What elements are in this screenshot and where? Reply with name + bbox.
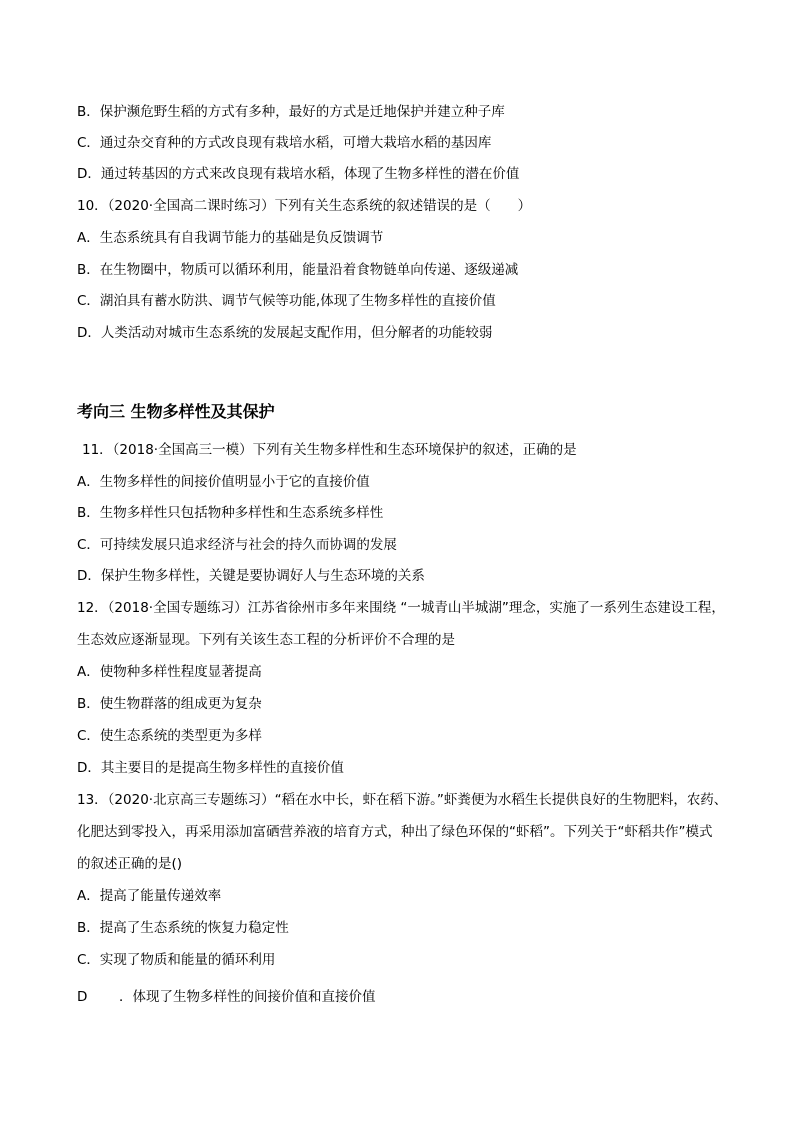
q12-stem-line-1: 12．（2018·全国专题练习）江苏省徐州市多年来围绕 “一城青山半城湖”理念，实施了一系列生态建设工程， — [77, 600, 725, 616]
q10-option-b: B．在生物圈中，物质可以循环利用，能量沿着食物链单向传递、逐级递减 — [77, 262, 519, 278]
q13-stem-line-3: 的叙述正确的是() — [77, 856, 183, 872]
q12-option-b: B．使生物群落的组成更为复杂 — [77, 696, 262, 712]
q13-option-d — [77, 987, 376, 1007]
q12-option-d: D．其主要目的是提高生物多样性的直接价值 — [77, 760, 344, 776]
q13-stem-line-1: 13．（2020·北京高三专题练习）“稻在水中长，虾在稻下游。”虾粪便为水稻生长提供良好的生物肥料，农药、 — [77, 792, 728, 808]
q11-option-d: D．保护生物多样性，关键是要协调好人与生态环境的关系 — [77, 568, 425, 584]
q10-stem: 10．（2020·全国高二课时练习）下列有关生态系统的叙述错误的是（ ） — [77, 198, 532, 214]
section-title: 考向三 生物多样性及其保护 — [77, 402, 275, 421]
q9-option-d: D．通过转基因的方式来改良现有栽培水稻，体现了生物多样性的潜在价值 — [77, 166, 520, 182]
q13-option-c: C．实现了物质和能量的循环利用 — [77, 952, 276, 968]
q12-option-a: A．使物种多样性程度显著提高 — [77, 664, 262, 680]
q9-option-b: B．保护濒危野生稻的方式有多种，最好的方式是迁地保护并建立种子库 — [77, 104, 505, 120]
q9-option-c: C．通过杂交育种的方式改良现有栽培水稻，可增大栽培水稻的基因库 — [77, 135, 492, 151]
q11-option-a: A．生物多样性的间接价值明显小于它的直接价值 — [77, 474, 370, 490]
q12-option-c: C．使生态系统的类型更为多样 — [77, 728, 262, 744]
q13-stem-line-2: 化肥达到零投入，再采用添加富硒营养液的培育方式，种出了绿色环保的“虾稻”。下列关于“虾稻共作”模式 — [77, 824, 713, 840]
q13-option-d-text: ．体现了生物多样性的间接价值和直接价值 — [119, 989, 376, 1005]
q10-option-c: C．湖泊具有蓄水防洪、调节气候等功能,体现了生物多样性的直接价值 — [77, 293, 496, 309]
q11-option-c: C．可持续发展只追求经济与社会的持久而协调的发展 — [77, 537, 397, 553]
q11-option-b: B．生物多样性只包括物种多样性和生态系统多样性 — [77, 505, 384, 521]
q10-option-d: D．人类活动对城市生态系统的发展起支配作用，但分解者的功能较弱 — [77, 325, 493, 341]
q10-option-a: A．生态系统具有自我调节能力的基础是负反馈调节 — [77, 230, 384, 246]
q12-stem-line-2: 生态效应逐渐显现。下列有关该生态工程的分析评价不合理的是 — [77, 632, 455, 648]
q13-option-b: B．提高了生态系统的恢复力稳定性 — [77, 920, 289, 936]
q13-option-d-letter: D — [77, 989, 88, 1005]
q13-option-a: A．提高了能量传递效率 — [77, 888, 222, 904]
q11-stem: 11．（2018·全国高三一模）下列有关生物多样性和生态环境保护的叙述，正确的是 — [82, 442, 577, 458]
